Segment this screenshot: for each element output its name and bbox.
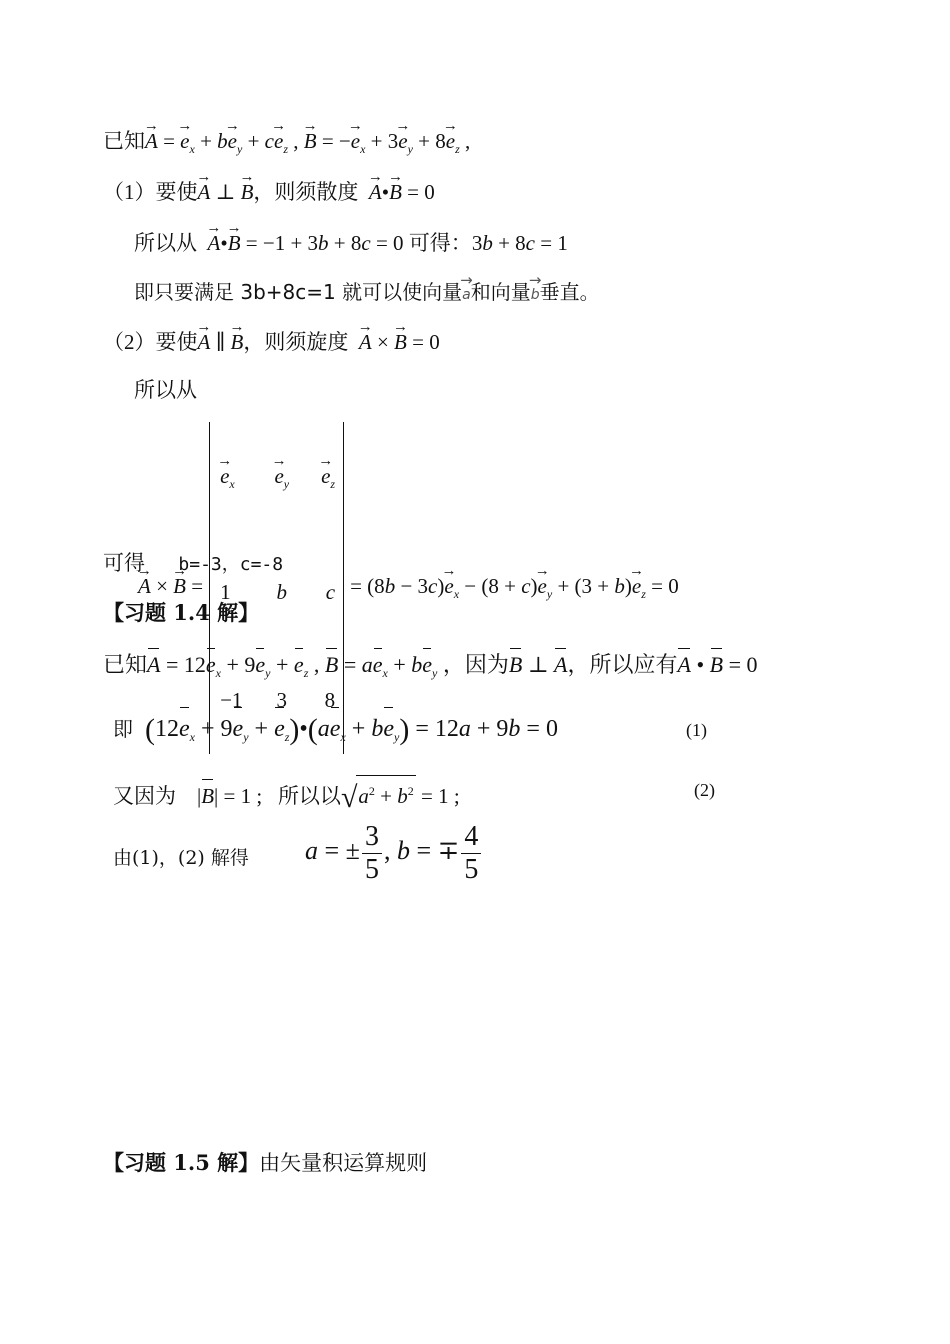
eq-2: 又因为 |B| = 1 ; 所以以$√a^2 + b^2 = 1$ ; [113, 775, 460, 813]
solution-formula: a = ± $\frac{3}{5}$ , b = ∓ $\frac{4}{5}$ [305, 818, 483, 886]
condition-line: 即只要满足 3b+8c=1 就可以使向量→ a和向量→ b垂直。 [134, 277, 600, 310]
determinant-matrix: → $e_x$ → $e_y$ → $e_z$ 1 b c −1 3 8 [209, 422, 344, 754]
eq-2-tag: (2) [694, 780, 715, 800]
cross-product-determinant: → A × → B = → $e_x$ → $e_y$ → $e_z$ 1 b c −1 3 8 = $(8b - 3c)\to e_x - (8 + c)\to e_y + (3 + b)\to e_z = 0$ [138, 422, 679, 754]
q2-line: （2）要使→ A ∥ → B，则须旋度 → A × → B = 0 [103, 327, 440, 357]
heading-1-4: 【习题 1.4 解】 [103, 600, 260, 625]
eq-given-AB: 已知→ A = → $e_x + b\to e_y + c\to e_z$ , → B = −→ $e_x + 3\to e_y + 8\to e_z$ , [103, 126, 470, 164]
dot-product-line: 所以从 → A•→ B = −1 + 3b + 8c = 0 可得：3b + 8c = 1 [134, 228, 568, 258]
solution-line: 由(1)，(2) 解得 [113, 847, 249, 869]
so-from-line: 所以从 [134, 378, 197, 402]
eq-1: 即 ($12e_x + 9e_y$ + $e_z)•(ae_x + be_y) = 12a + 9b = 0$ [113, 709, 558, 757]
result-line: 可得 b=-3，c=-8 [103, 551, 284, 575]
text-given: 已知 [103, 129, 145, 153]
eq-1-tag: (1) [686, 720, 707, 740]
given-1-4: 已知$A = 12e_x + 9e_y + e_z$ , $B = ae_x + be_y$ ，因为B ⊥ A，所以应有A • B = 0 [103, 652, 758, 680]
q1-line: （1）要使→ A ⊥ → B，则须散度 → A•→ B = 0 [103, 177, 435, 207]
heading-1-5: 【习题 1.5 解】由矢量积运算规则 [103, 1150, 428, 1175]
